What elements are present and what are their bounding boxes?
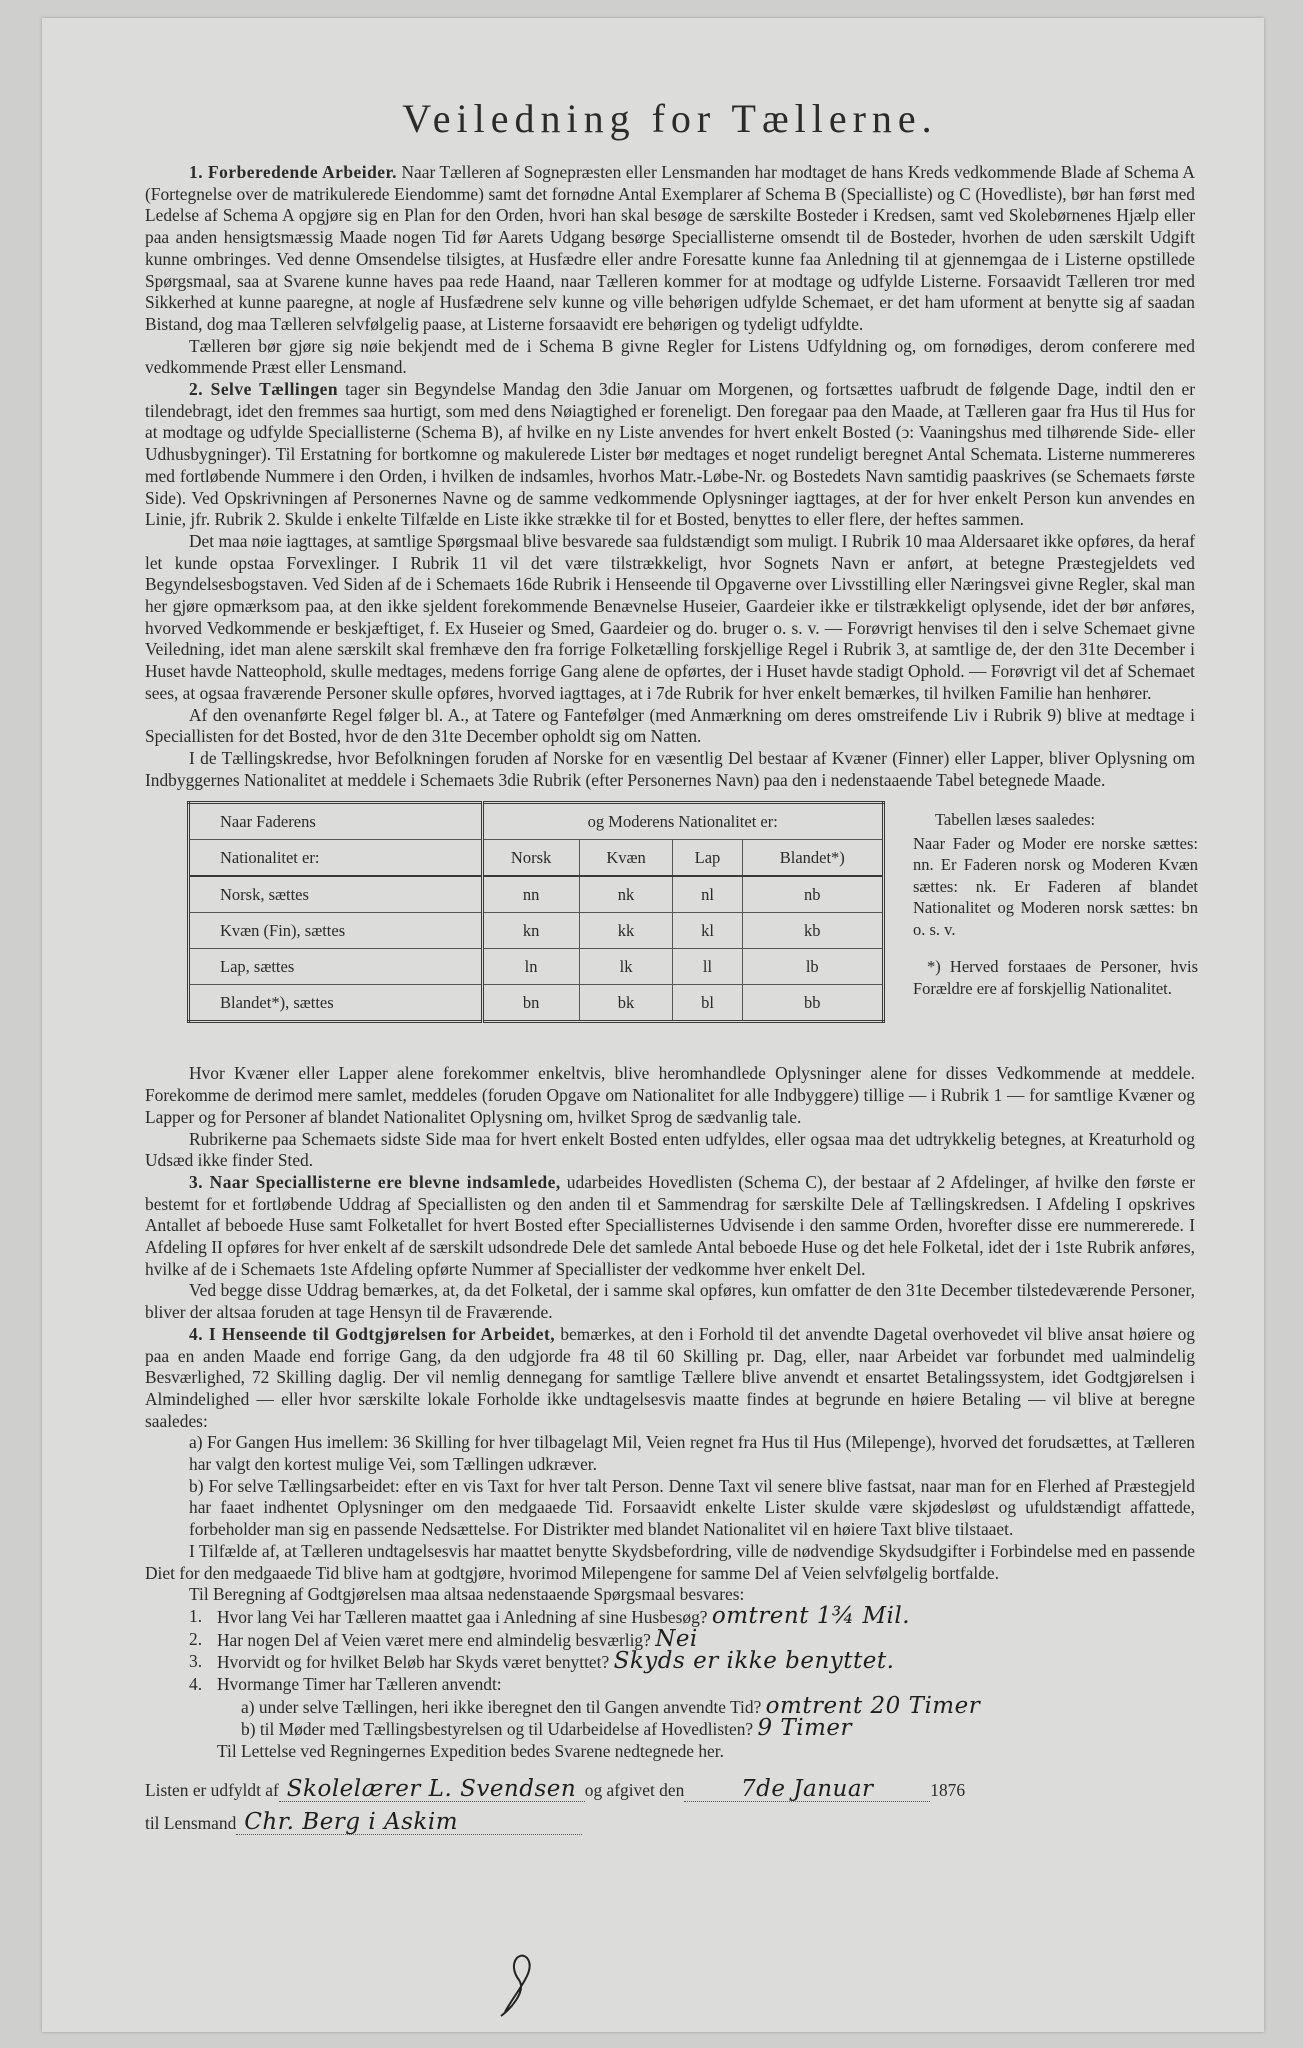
table-cell: bn <box>482 985 579 1022</box>
lensmand-label: til Lensmand <box>145 1812 237 1833</box>
question-number: 3. <box>189 1651 203 1672</box>
sidenote-title: Tabellen læses saaledes: <box>935 810 1096 830</box>
mother-header: og Moderens Nationalitet er: <box>482 803 883 840</box>
section-4-heading: 4. I Henseende til Godtgjørelsen for Arbeidet, <box>189 1323 556 1344</box>
section-2d-text: I de Tællingskredse, hvor Befolkningen foruden af Norske for en væsentlig Del bestaar af Kvæner (Finner) eller Lapper, bliver Oplysning om Indbyggernes Nationalitet at meddele i Schemaets 3die Rubrik (efter Personernes Navn) paa den i nedenstaaende Tabel betegnede Maade. <box>145 747 1195 790</box>
table-cell: bl <box>673 985 742 1022</box>
col-header: Lap <box>673 840 742 877</box>
section-1b-text: Tælleren bør gjøre sig nøie bekjendt med de i Schema B givne Regler for Listens Udfyldning og, om fornødiges, derom conferere med vedkommende Præst eller Lensmand. <box>145 335 1195 378</box>
table-cell: lb <box>742 949 883 985</box>
section-4c-text: Til Beregning af Godtgjørelsen maa altsaa nedenstaaende Spørgsmaal besvares: <box>189 1584 745 1605</box>
lensmand-name: Chr. Berg i Askim <box>236 1810 582 1835</box>
closing-note: Til Lettelse ved Regningernes Expedition bedes Svarene nedtegnede her. <box>217 1741 724 1762</box>
question-text: Hvormange Timer har Tælleren anvendt: <box>217 1674 502 1695</box>
row-label: Kvæn (Fin), sættes <box>189 913 483 949</box>
question-answer: Skyds er ikke benyttet. <box>613 1648 895 1675</box>
table-cell: nn <box>482 876 579 913</box>
subquestion-answer: omtrent 20 Timer <box>765 1692 981 1719</box>
item-a-text: a) For Gangen Hus imellem: 36 Skilling for hver tilbagelagt Mil, Veien regnet fra Hus til Hus (Milepenge), hvorved det forudsættes, at Tælleren har valgt den kortest mulige Vei, som Tællingen udkræver. <box>189 1432 1195 1475</box>
page-title: Veiledning for Tællerne. <box>402 96 938 141</box>
table-row <box>189 876 884 913</box>
subquestion-answer: 9 Timer <box>757 1715 853 1742</box>
section-2 <box>145 379 1195 531</box>
table-row <box>189 985 884 1022</box>
signature-row-1 <box>145 1777 1195 1802</box>
table-cell: nb <box>742 876 883 913</box>
subquestion-item <box>189 1715 1195 1742</box>
table-cell: kl <box>673 913 742 949</box>
question-text: Hvor lang Vei har Tælleren maattet gaa i Anledning af sine Husbesøg? <box>217 1606 708 1627</box>
section-3 <box>145 1172 1195 1281</box>
delivered-label: og afgivet den <box>584 1779 685 1800</box>
nationality-block <box>145 801 1198 1051</box>
section-3-text: udarbeides Hovedlisten (Schema C), der bestaar af 2 Afdelinger, af hvilke den første er bestemt for et fortløbende Uddrag af Speciallisten og den anden til et Sammendrag for særskilte Dele af Tællingskredsen. I Afdeling I opskrives Antallet af beboede Huse samt Folketallet for hvert Bosted efter Speciallisternes Udvisende i den samme Orden, hvorefter disse ere nummererede. I Afdeling II opføres for hver enkelt af de særskilt udsondrede Dele det samlede Antal beboede Huse og det hele Folketal, idet der i 1ste Rubrik anføres, hvilke af de i Schemaets 1ste Afdeling opførte Nummer af Speciallister der vedkomme hver enkelt Del. <box>145 1171 1195 1279</box>
delivered-date: 7de Januar <box>684 1777 930 1802</box>
col-header: Kvæn <box>579 840 673 877</box>
filled-by-label: Listen er udfyldt af <box>145 1779 279 1800</box>
table-cell: bk <box>579 985 673 1022</box>
section-1-heading: 1. Forberedende Arbeider. <box>189 162 397 182</box>
question-item <box>189 1674 1195 1696</box>
row-label: Norsk, sættes <box>189 876 483 913</box>
section-2-text: tager sin Begyndelse Mandag den 3die Januar om Morgenen, og fortsættes uafbrudt de følgende Dage, indtil den er tilendebragt, idet den fremmes saa hurtigt, som med dens Nøiagtighed er foreneligt. Den foregaar paa den Maade, at Tælleren gaar fra Hus til Hus for at modtage og udfylde Speciallisterne (Schema B), af hvilke en ny Liste anvendes for hvert enkelt Bosted (ↄ: Vaaningshus med tilhørende Side- eller Udhusbygninger). Til Erstatning for bortkomne og makulerede Lister bør medtages et noget rundeligt beregnet Antal Schemata. Listerne nummereres med fortløbende Nummere i den Orden, i hvilken de indsamles, hvorhos Matr.-Løbe-Nr. og Bostedets Navn samtidig paaskrives (se Schemaets første Side). Ved Opskrivningen af Personernes Navne og de samme vedkommende Oplysninger iagttages, at der for hver enkelt Person kun anvendes en Linie, jfr. Rubrik 2. Skulde i enkelte Tilfælde en Liste ikke strække til for et Bosted, benyttes to eller flere, der heftes sammen. <box>145 379 1195 530</box>
section-3b-text: Ved begge disse Uddrag bemærkes, at, da det Folketal, der i samme skal opføres, kun omfatter de den 31te December tilstedeværende Personer, bliver der altsaa foruden at tage Hensyn til de Fraværende. <box>145 1280 1195 1323</box>
section-2f-text: Rubrikerne paa Schemaets sidste Side maa for hvert enkelt Bosted enten udfyldes, eller ogsaa maa det udtrykkelig betegnes, at Kreaturhold og Udsæd ikke finder Sted. <box>145 1128 1195 1171</box>
subquestion-text: a) under selve Tællingen, heri ikke iberegnet den til Gangen anvendte Tid? <box>241 1696 762 1717</box>
question-answer: Nei <box>655 1625 698 1652</box>
question-number: 1. <box>189 1605 203 1626</box>
section-3-heading: 3. Naar Speciallisterne ere blevne indsamlede, <box>189 1171 561 1192</box>
table-sidenote <box>913 809 1198 999</box>
question-item <box>189 1648 1195 1675</box>
table-cell: kk <box>579 913 673 949</box>
sidenote-text: Naar Fader og Moder ere norske sættes: nn. Er Faderen norsk og Moderen Kvæn sættes: nk. Er Faderen af blandet Nationalitet og Moderen norsk sættes: bn o. s. v. <box>913 833 1198 939</box>
section-2b-text: Det maa nøie iagttages, at samtlige Spørgsmaal blive besvarede saa fuldstændigt som muligt. I Rubrik 10 maa Aldersaaret ikke opføres, da heraf let kunde opstaa Forvexlinger. I Rubrik 11 vil det være tilstrækkeligt, hvor Sognets Navn er anført, at betegne Præstegjeldets ved Begyndelsesbogstaven. Ved Siden af de i Schemaets 16de Rubrik i Henseende til Opgaverne over Livsstilling eller Næringsvei givne Regler, skal man her gjøre opmærksom paa, at den ikke sjeldent forekommende Benævnelse Huseier, Gaardeier ikke er tilstrækkeligt oplysende, idet der bør anføres, hvorved Vedkommende er beskjæftiget, f. Ex Huseier og Smed, Gaardeier og do. bruger o. s. v. — Forøvrigt henvises til den i selve Schemaet givne Veiledning, idet man alene særskilt skal fremhæve den fra forrige Folketælling forskjellige Regel i Rubrik 3, at samtlige de, der den 31te December i Huset havde Natteophold, skulle medtages, medens forrige Gang alene de opførtes, der i Huset havde stadigt Ophold. — Forøvrigt vil det af Schemaet sees, at ogsaa fraværende Personer skulle opføres, hvorved iagttages, at i 7de Rubrik for hver enkelt bemærkes, til hvilken Familie han henhører. <box>145 530 1195 703</box>
table-row <box>189 949 884 985</box>
section-2e-text: Hvor Kvæner eller Lapper alene forekommer enkeltvis, blive heromhandlede Oplysninger alene for disses Vedkommende at meddele. Forekomme de derimod mere samlet, meddeles (foruden Opgave om Nationalitet for alle Indbyggere) tillige — i Rubrik 1 — for samtlige Kvæner og Lapper og for Personer af blandet Nationalitet Oplysning om, hvilket Sprog de sædvanlig tale. <box>145 1063 1195 1127</box>
col-header: Blandet*) <box>742 840 883 877</box>
father-header-2: Nationalitet er: <box>189 840 483 877</box>
table-cell: kn <box>482 913 579 949</box>
question-number: 4. <box>189 1674 203 1695</box>
table-cell: ll <box>673 949 742 985</box>
question-answer: omtrent 1¾ Mil. <box>711 1602 911 1629</box>
filled-by-name: Skolelærer L. Svendsen <box>279 1777 585 1802</box>
question-list <box>145 1602 1195 1742</box>
year-value: 1876 <box>930 1779 966 1800</box>
table-row <box>189 913 884 949</box>
row-label: Lap, sættes <box>189 949 483 985</box>
nationality-table <box>187 801 885 1023</box>
question-text: Hvorvidt og for hvilket Beløb har Skyds været benyttet? <box>217 1652 610 1673</box>
section-1-text: Naar Tælleren af Sognepræsten eller Lensmanden har modtaget de hans Kreds vedkommende Blade af Schema A (Fortegnelse over de matrikulerede Eiendomme) samt det fornødne Antal Exemplarer af Schema B (Specialliste) og C (Hovedliste), bør han først med Ledelse af Schema A opgjøre sig en Plan for den Orden, hvori han skal besøge de særskilte Bosteder i Kredsen, samt ved Skolebørnenes Hjælp eller paa anden hensigtsmæssig Maade nogen Tid før Aarets Udgang besørge Speciallisterne omsendt til de Bosteder, hvorhen de uden særskilt Udgift kunne ombringes. Ved denne Omsendelse tilsigtes, at Husfædre eller andre Foresatte kunne faa Anledning til at gjennemgaa de i Listerne opstillede Spørgsmaal, saa at Svarene kunne haves paa rede Haand, naar Tælleren kommer for at modtage og udfylde Listerne. Forsaavidt Tælleren tror med Sikkerhed at kunne paaregne, at nogle af Husfædrene selv kunne og ville behørigen udfylde Schemaet, er det ham uforment at benytte sig af saadan Bistand, dog maa Tælleren selvfølgelig paase, at Listerne forsaavidt ere behørigen og tydeligt udfyldte. <box>145 162 1195 334</box>
table-cell: nl <box>673 876 742 913</box>
signature-row-2 <box>145 1810 1195 1835</box>
sidenote-footnote: *) Herved forstaaes de Personer, hvis Forældre ere af forskjellig Nationalitet. <box>913 957 1198 998</box>
section-4b-text: I Tilfælde af, at Tælleren undtagelsesvis har maattet benytte Skydsbefordring, ville de nødvendige Skydsudgifter i Forbindelse med en passende Diet for den medgaaede Tid blive ham at godtgjøre, hvorimod Milepengene for samme Del af Veien selvfølgelig bortfalde. <box>145 1540 1195 1583</box>
document-body <box>145 95 1198 1835</box>
col-header: Norsk <box>482 840 579 877</box>
question-number: 2. <box>189 1628 203 1649</box>
item-b-text: b) For selve Tællingsarbeidet: efter en vis Taxt for hver talt Person. Denne Taxt vil senere blive fastsat, naar man for en Flerhed af Præstegjeld har faaet indhentet Oplysninger om den medgaaede Tid. Forsaavidt enkelte Lister skulde være skjødesløst og ufuldstændigt affattede, forbeholder man sig en passende Nedsættelse. For Distrikter med blandet Nationalitet vil en høiere Taxt blive tilstaaet. <box>189 1475 1195 1540</box>
section-2-heading: 2. Selve Tællingen <box>189 379 339 400</box>
subquestion-item <box>189 1692 1195 1719</box>
table-cell: bb <box>742 985 883 1022</box>
subquestion-text: b) til Møder med Tællingsbestyrelsen og til Udarbeidelse af Hovedlisten? <box>241 1719 754 1740</box>
father-header-1: Naar Faderens <box>189 803 483 840</box>
question-text: Har nogen Del af Veien været mere end almindelig besværlig? <box>217 1629 651 1650</box>
section-2c-text: Af den ovenanførte Regel følger bl. A., at Tatere og Fantefølger (med Anmærkning om deres omstreifende Liv i Rubrik 9) blive at medtage i Speciallisten for det Bosted, hvor de den 31te December opholdt sig om Natten. <box>145 704 1195 747</box>
table-cell: ln <box>482 949 579 985</box>
table-cell: nk <box>579 876 673 913</box>
row-label: Blandet*), sættes <box>189 985 483 1022</box>
table-cell: lk <box>579 949 673 985</box>
signature-flourish <box>497 1950 547 2020</box>
section-1 <box>145 162 1195 336</box>
section-4 <box>145 1324 1195 1433</box>
section-4-text: bemærkes, at den i Forhold til det anvendte Dagetal overhovedet vil blive ansat høiere og paa en anden Maade end forrige Gang, da den udgjorde fra 48 til 60 Skilling pr. Dag, eller, naar Arbeidet var forbundet med ualmindelig Besværlighed, 72 Skilling daglig. Der vil nemlig dennegang for samtlige Tællere blive anvendt et ensartet Betalingssystem, idet Godtgjørelsen i Almindelighed — eller hvor særskilte lokale Forholde ikke undtagelsesvis maatte findes at begrunde en høiere Betaling — vil blive at beregne saaledes: <box>145 1323 1196 1431</box>
table-cell: kb <box>742 913 883 949</box>
